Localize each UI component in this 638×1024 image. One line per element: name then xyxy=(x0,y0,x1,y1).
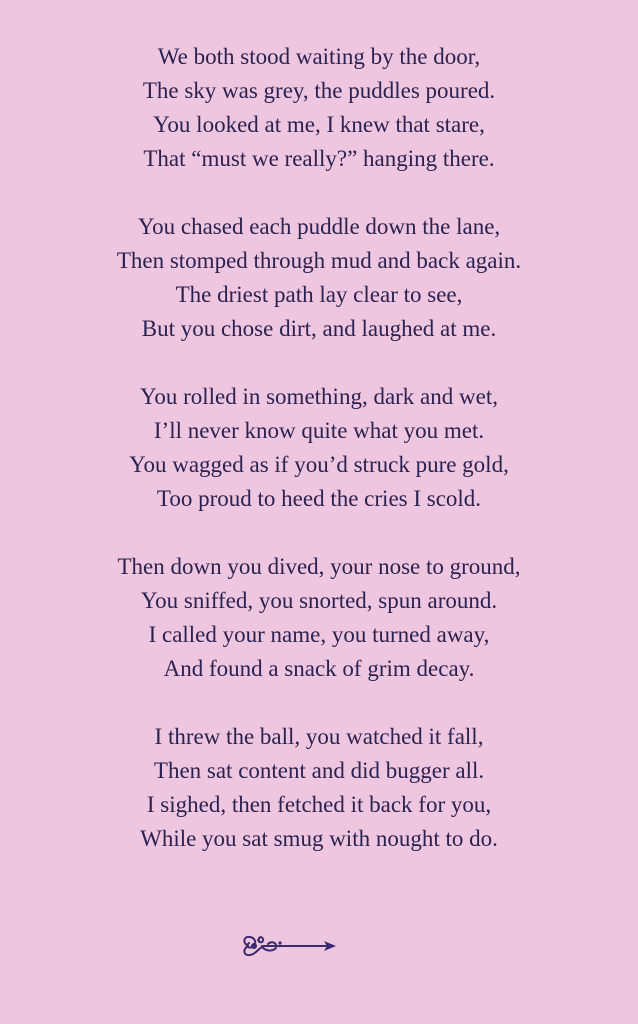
stanza-3 xyxy=(0,380,638,516)
stanza-2 xyxy=(0,210,638,346)
stanza-1 xyxy=(0,40,638,176)
poem-line: You wagged as if you’d struck pure gold, xyxy=(129,452,509,477)
flourish-arrow-icon xyxy=(238,930,342,962)
poem-line: I’ll never know quite what you met. xyxy=(153,418,485,443)
poem-line: Too proud to heed the cries I scold. xyxy=(156,486,482,511)
poem-line: You sniffed, you snorted, spun around. xyxy=(140,588,498,613)
poem-line: I sighed, then fetched it back for you, xyxy=(146,792,492,817)
poem-line: I called your name, you turned away, xyxy=(148,622,490,647)
poem-line: Then stomped through mud and back again. xyxy=(116,248,522,273)
poem-line: And found a snack of grim decay. xyxy=(163,656,475,681)
poem-line: Then sat content and did bugger all. xyxy=(153,758,485,783)
poem-line: You rolled in something, dark and wet, xyxy=(140,384,498,409)
poem-line: You looked at me, I knew that stare, xyxy=(153,112,485,137)
poem-line: That “must we really?” hanging there. xyxy=(143,146,495,171)
stanza-4 xyxy=(0,550,638,686)
stanza-5 xyxy=(0,720,638,856)
poem-line: While you sat smug with nought to do. xyxy=(140,826,498,851)
poem-line: We both stood waiting by the door, xyxy=(157,44,481,69)
poem-line: The sky was grey, the puddles poured. xyxy=(142,78,496,103)
poem-line: But you chose dirt, and laughed at me. xyxy=(141,316,497,341)
poem-line: Then down you dived, your nose to ground, xyxy=(117,554,521,579)
poem xyxy=(0,40,638,890)
poem-line: You chased each puddle down the lane, xyxy=(137,214,501,239)
poem-line: I threw the ball, you watched it fall, xyxy=(154,724,484,749)
poem-line: The driest path lay clear to see, xyxy=(175,282,463,307)
